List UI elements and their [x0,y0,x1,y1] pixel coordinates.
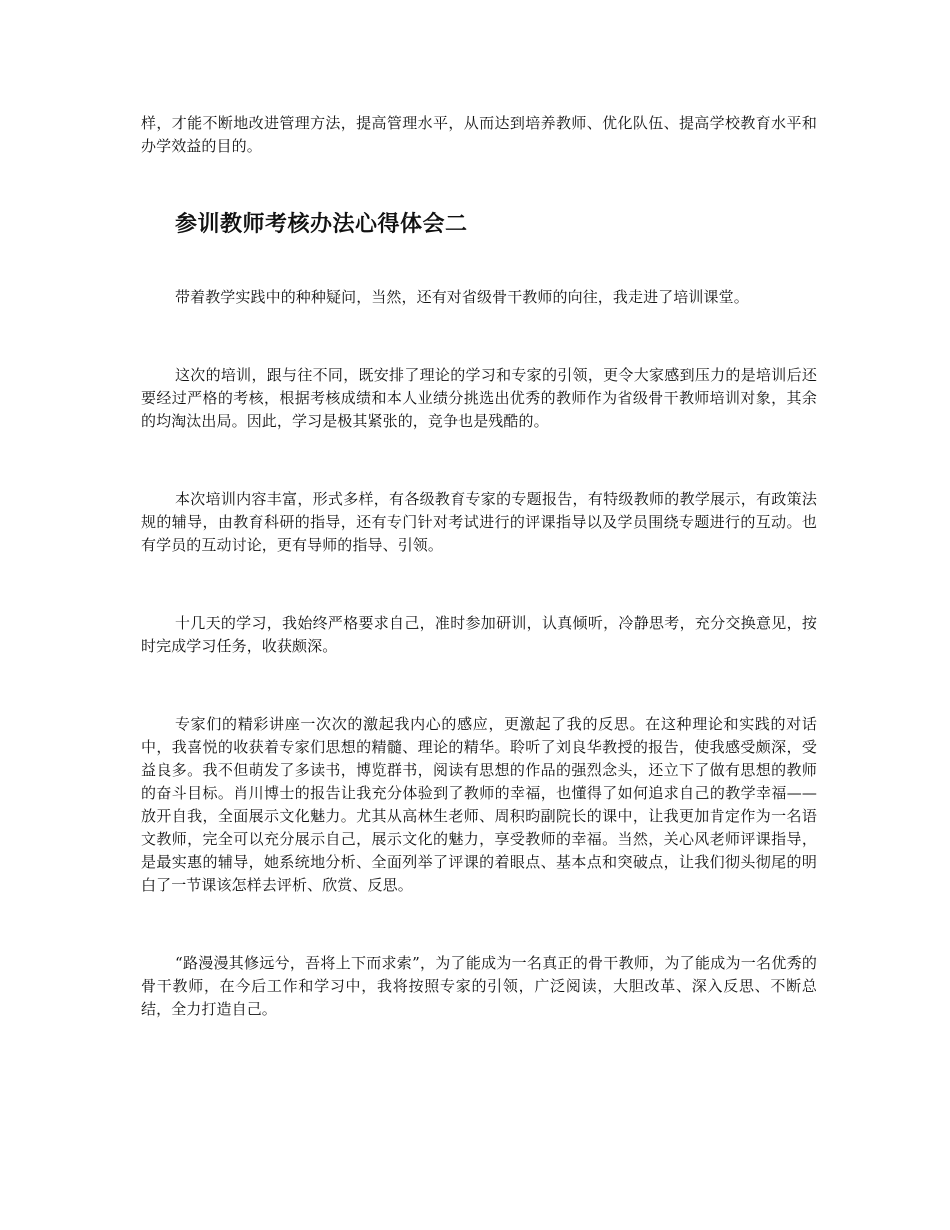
section-heading: 参训教师考核办法心得体会二 [175,212,468,237]
paragraph-3: 本次培训内容丰富，形式多样，有各级教育专家的专题报告，有特级教师的教学展示，有政策法规的辅导，由教育科研的指导，还有专门针对考试进行的评课指导以及学员围绕专题进行的互动。也有学员的互动讨论，更有导师的指导、引领。 [141,490,817,554]
paragraph-4: 十几天的学习，我始终严格要求自己，准时参加研训，认真倾听，冷静思考，充分交换意见，按时完成学习任务，收获颇深。 [141,614,817,655]
paragraph-6: “路漫漫其修远兮，吾将上下而求索”，为了能成为一名真正的骨干教师，为了能成为一名优秀的骨干教师，在今后工作和学习中，我将按照专家的引领，广泛阅读，大胆改革、深入反思、不断总结，全力打造自己。 [141,954,817,1018]
intro-paragraph: 样，才能不断地改进管理方法，提高管理水平，从而达到培养教师、优化队伍、提高学校教育水平和办学效益的目的。 [141,114,817,155]
paragraph-5: 专家们的精彩讲座一次次的激起我内心的感应，更激起了我的反思。在这种理论和实践的对话中，我喜悦的收获着专家们思想的精髓、理论的精华。聆听了刘良华教授的报告，使我感受颇深，受益良多。我不但萌发了多读书，博览群书，阅读有思想的作品的强烈念头，还立下了做有思想的教师的奋斗目标。肖川博士的报告让我充分体验到了教师的幸福，也懂得了如何追求自己的教学幸福——放开自我，全面展示文化魅力。尤其从高林生老师、周积昀副院长的课中，让我更加肯定作为一名语文教师，完全可以充分展示自己，展示文化的魅力，享受教师的幸福。当然，关心风老师评课指导，是最实惠的辅导，她系统地分析、全面列举了评课的着眼点、基本点和突破点，让我们彻头彻尾的明白了一节课该怎样去评析、欣赏、反思。 [141,715,817,894]
document-page [141,112,817,1021]
paragraph-1: 带着教学实践中的种种疑问，当然，还有对省级骨干教师的向往，我走进了培训课堂。 [175,288,749,306]
paragraph-2: 这次的培训，跟与往不同，既安排了理论的学习和专家的引领，更令大家感到压力的是培训后还要经过严格的考核，根据考核成绩和本人业绩分挑选出优秀的教师作为省级骨干教师培训对象，其余的均淘汰出局。因此，学习是极其紧张的，竞争也是残酷的。 [141,366,817,430]
